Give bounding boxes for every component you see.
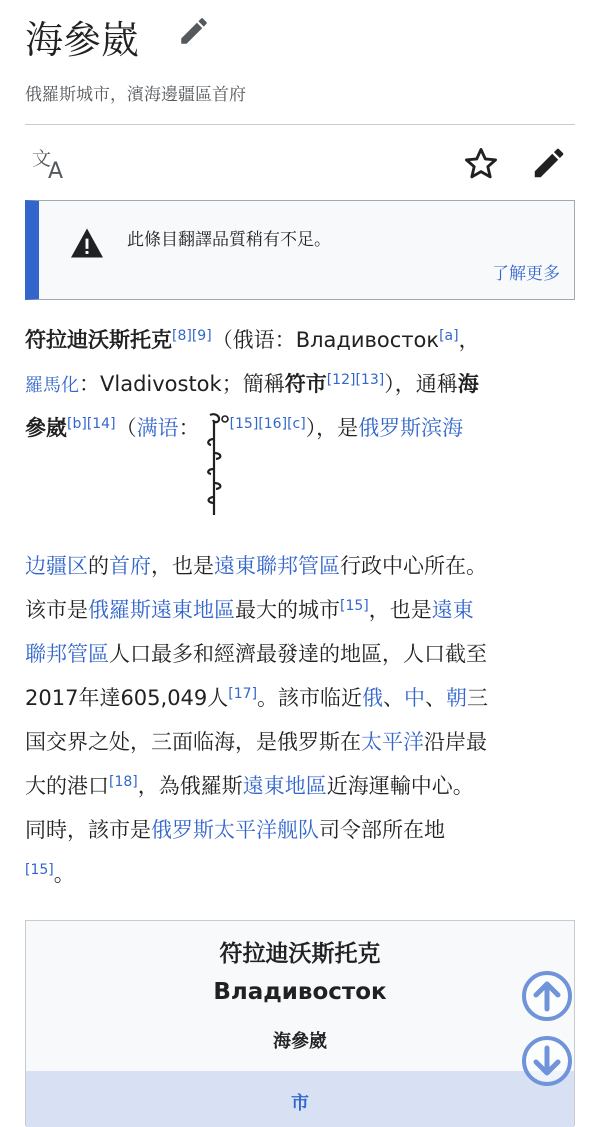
far-eastern-district-link[interactable]: 遠東 (431, 598, 474, 622)
text-run: 近海運輸中心。 (326, 774, 474, 798)
translation-quality-notice (25, 200, 575, 300)
reference-link[interactable]: [15] (340, 598, 369, 614)
text-run: 2017年達605,049人 (25, 686, 229, 710)
arrow-down-circle-icon[interactable] (521, 1035, 573, 1087)
reference-link[interactable]: [9] (191, 328, 212, 344)
note-link[interactable]: [c] (287, 416, 306, 432)
text-run: 參崴 (25, 416, 67, 440)
pencil-icon[interactable] (530, 144, 570, 182)
translate-icon[interactable] (30, 145, 70, 181)
russia-link[interactable]: 俄 (362, 686, 384, 710)
text-line (25, 764, 577, 808)
far-eastern-district-link[interactable]: 遠東聯邦管區 (214, 554, 340, 578)
divider (25, 124, 575, 125)
infobox (25, 920, 575, 1126)
infobox-name: 符拉迪沃斯托克 (219, 941, 381, 967)
text-run: ，也是 (151, 554, 214, 578)
text-run: 。該市临近 (257, 686, 363, 710)
note-link[interactable]: [b] (67, 416, 87, 432)
reference-link[interactable]: [12] (326, 372, 356, 388)
russian-far-east-link[interactable]: 遠東地區 (242, 774, 327, 798)
text-run: 司令部所在地 (319, 818, 445, 842)
text-run: 最大的城市 (235, 598, 340, 622)
text-run: 、 (383, 686, 405, 710)
text-run: 国交界之处，三面临海，是俄罗斯在 (25, 730, 361, 754)
reference-link[interactable]: [17] (228, 686, 258, 702)
note-link[interactable]: [a] (439, 328, 459, 344)
notice-text: 此條目翻譯品質稍有不足。 (127, 230, 331, 250)
text-run: （俄语： (211, 328, 296, 352)
reference-link[interactable]: [15] (229, 416, 259, 432)
korea-link[interactable]: 朝 (446, 686, 468, 710)
text-run: （ (115, 416, 137, 440)
text-line (25, 808, 577, 852)
reference-link[interactable]: [14] (86, 416, 116, 432)
page-subtitle: 俄羅斯城市，濱海邊疆區首府 (25, 85, 246, 105)
text-run: ： (178, 416, 200, 440)
title-row (25, 12, 575, 68)
text-run: 该市是 (25, 598, 88, 622)
text-run: 沿岸最 (424, 730, 487, 754)
arrow-up-circle-icon[interactable] (521, 970, 573, 1022)
primorsky-krai-link[interactable]: 边疆区 (25, 554, 88, 578)
text-run: 人口最多和經濟最發達的地區，人口截至 (109, 642, 487, 666)
article-subject: 符拉迪沃斯托克 (25, 328, 172, 352)
infobox-short-name: 海參崴 (273, 1031, 327, 1052)
text-run: 海 (457, 372, 479, 396)
pencil-icon[interactable] (177, 14, 211, 48)
warning-icon (69, 227, 105, 259)
manchu-script-image (200, 419, 230, 439)
text-line (25, 632, 577, 676)
text-run: ，也是 (368, 598, 432, 622)
text-line (25, 544, 577, 588)
text-run: 、 (425, 686, 447, 710)
text-run: 同時，該市是 (25, 818, 151, 842)
pacific-fleet-link[interactable]: 俄罗斯太平洋舰队 (151, 818, 319, 842)
text-run: ， (458, 328, 480, 352)
text-line (25, 588, 577, 632)
text-line (25, 720, 577, 764)
china-link[interactable]: 中 (404, 686, 426, 710)
text-line (25, 676, 577, 720)
article-lead-part1 (25, 318, 577, 450)
text-line (25, 852, 577, 896)
pacific-ocean-link[interactable]: 太平洋 (361, 730, 424, 754)
reference-link[interactable]: [8] (172, 328, 192, 344)
text-run: 符市 (284, 372, 327, 396)
text-run: 行政中心所在。 (340, 554, 487, 578)
svg-text:文: 文 (32, 148, 52, 170)
text-run: 的 (88, 554, 109, 578)
text-run: ），通稱 (384, 372, 458, 396)
text-line (25, 318, 577, 362)
capital-link[interactable]: 首府 (109, 554, 151, 578)
infobox-type-link[interactable]: 市 (291, 1093, 309, 1114)
text-run: ：Vladivostok；簡稱 (79, 372, 285, 396)
text-run: ），是 (305, 416, 359, 440)
reference-link[interactable]: [16] (258, 416, 288, 432)
reference-link[interactable]: [15] (25, 862, 54, 878)
text-run: 大的港口 (25, 774, 109, 798)
far-eastern-district-link[interactable]: 聯邦管區 (25, 642, 109, 666)
learn-more-link[interactable]: 了解更多 (492, 264, 560, 284)
page-title: 海參崴 (25, 18, 140, 62)
text-run: ，為俄羅斯 (137, 774, 243, 798)
svg-text:A: A (48, 159, 64, 181)
text-run: 三 (467, 686, 489, 710)
manchu-language-link[interactable]: 满语 (136, 416, 179, 440)
infobox-native-name: Владивосток (213, 979, 387, 1005)
text-run: Владивосток (295, 328, 440, 352)
reference-link[interactable]: [13] (355, 372, 385, 388)
text-line (25, 362, 577, 406)
article-lead-part2 (25, 544, 577, 896)
star-icon[interactable] (462, 145, 500, 183)
text-line (25, 406, 577, 450)
russian-far-east-link[interactable]: 俄羅斯遠東地區 (88, 598, 235, 622)
text-run: 。 (53, 862, 75, 886)
primorsky-krai-link[interactable]: 俄罗斯滨海 (358, 416, 464, 440)
romanization-link[interactable]: 羅馬化 (25, 375, 79, 396)
reference-link[interactable]: [18] (109, 774, 138, 790)
